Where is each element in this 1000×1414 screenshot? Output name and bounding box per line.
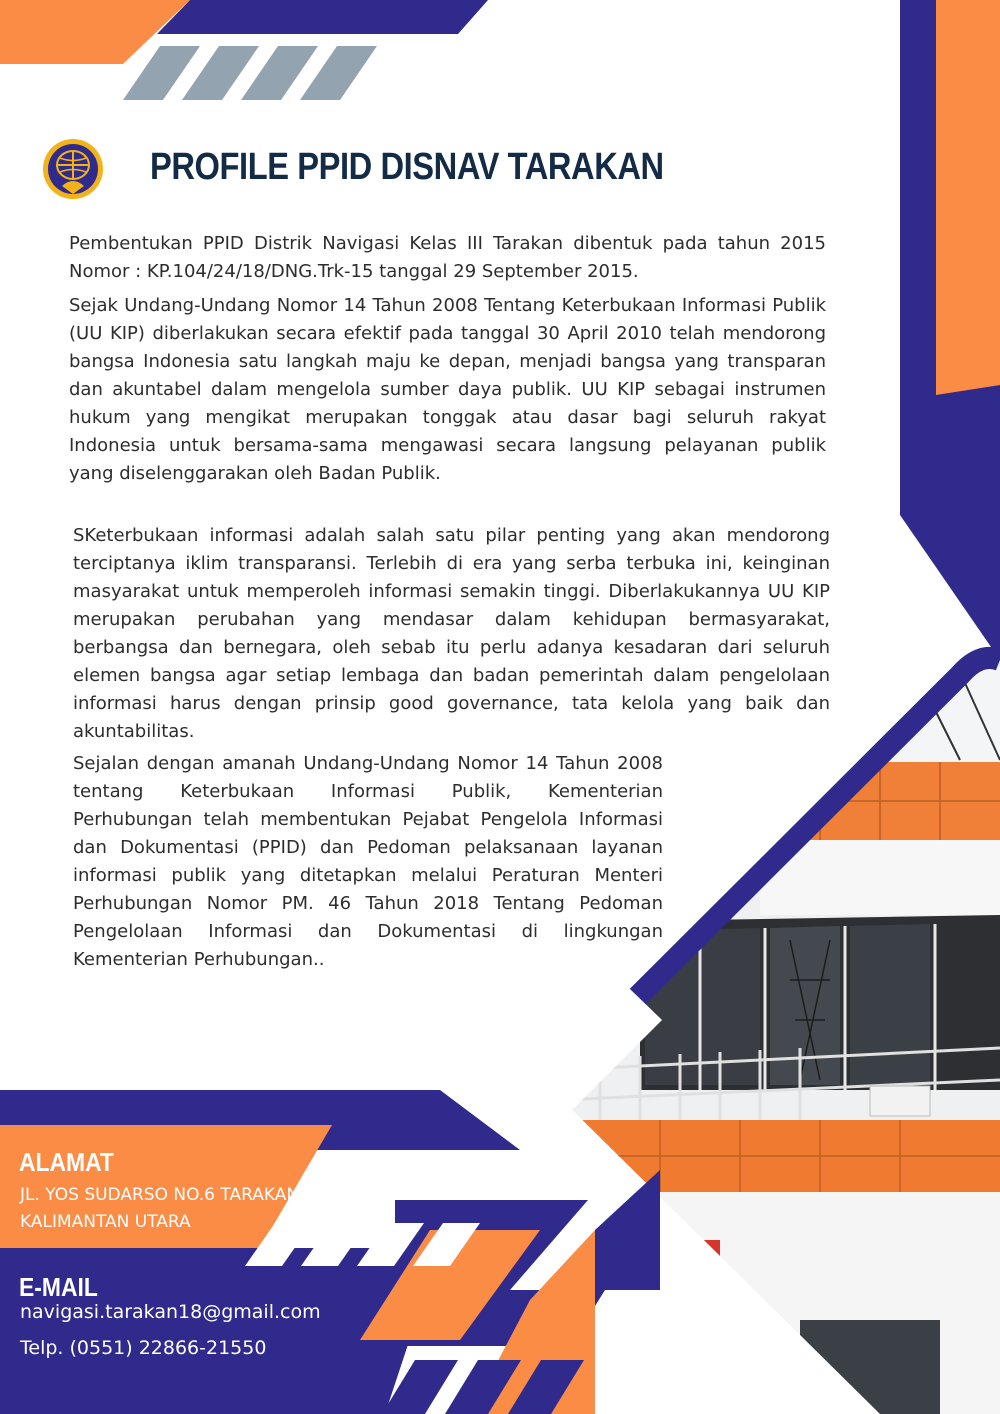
paragraph-formation: Pembentukan PPID Distrik Navigasi Kelas III Tarakan dibentuk pada tahun 2015 Nomor : KP.104/24/18/DNG.Trk-15 tanggal 29 September 2015. (69, 233, 826, 282)
ministry-logo-icon (40, 136, 106, 202)
email-heading: E-MAIL (19, 1272, 98, 1302)
top-gray-stripes (123, 46, 377, 100)
paragraph-ministry: Sejalan dengan amanah Undang-Undang Nomor 14 Tahun 2008 tentang Keterbukaan Informasi Publik, Kementerian Perhubungan telah membentukan Pejabat Pengelola Informasi dan Dokumentasi (PPID) dan Pedoman pelaksanaan layanan informasi publik yang ditetapkan melalui Peraturan Menteri Perhubungan Nomor PM. 46 Tahun 2018 Tentang Pedoman Pengelolaan Informasi dan Dokumentasi di lingkungan Kementerian Perhubungan.. (73, 753, 663, 970)
address-line-1: JL. YOS SUDARSO NO.6 TARAKAN (20, 1185, 300, 1205)
paragraph-uu-kip: Sejak Undang-Undang Nomor 14 Tahun 2008 Tentang Keterbukaan Informasi Publik (UU KIP) diberlakukan secara efektif pada tanggal 30 April 2010 telah mendorong bangsa Indonesia satu langkah maju ke depan, menjadi bangsa yang transparan dan akuntabel dalam mengelola sumber daya publik. UU KIP sebagai instrumen hukum yang mengikat merupakan tonggak atau dasar bagi seluruh rakyat Indonesia untuk bersama-sama mengawasi secara langsung pelayanan publik yang diselenggarakan oleh Badan Publik. (69, 295, 826, 484)
bottom-navy-stripes (382, 1360, 584, 1414)
email-address: navigasi.tarakan18@gmail.com (20, 1301, 321, 1323)
paragraph-transparency: SKeterbukaan informasi adalah salah satu pilar penting yang akan mendorong terciptanya iklim transparansi. Terlebih di era yang serba terbuka ini, keinginan masyarakat untuk memperoleh informasi semakin tinggi. Diberlakukannya UU KIP merupakan perubahan yang mendasar dalam kehidupan bermasyarakat, berbangsa dan bernegara, oleh sebab itu perlu adanya kesadaran dari seluruh elemen bangsa agar setiap lembaga dan badan pemerintah dalam pengelolaan informasi harus dengan prinsip good governance, tata kelola yang baik dan akuntabilitas. (73, 525, 830, 742)
address-line-2: KALIMANTAN UTARA (20, 1212, 191, 1232)
top-navy-bar (157, 0, 488, 34)
bottom-navy-triangle (595, 1170, 660, 1290)
right-orange-band (936, 0, 1000, 395)
address-heading: ALAMAT (19, 1147, 114, 1177)
page-title: PROFILE PPID DISNAV TARAKAN (150, 146, 664, 188)
phone-number: Telp. (0551) 22866-21550 (20, 1337, 267, 1359)
white-stripes (245, 1223, 480, 1266)
